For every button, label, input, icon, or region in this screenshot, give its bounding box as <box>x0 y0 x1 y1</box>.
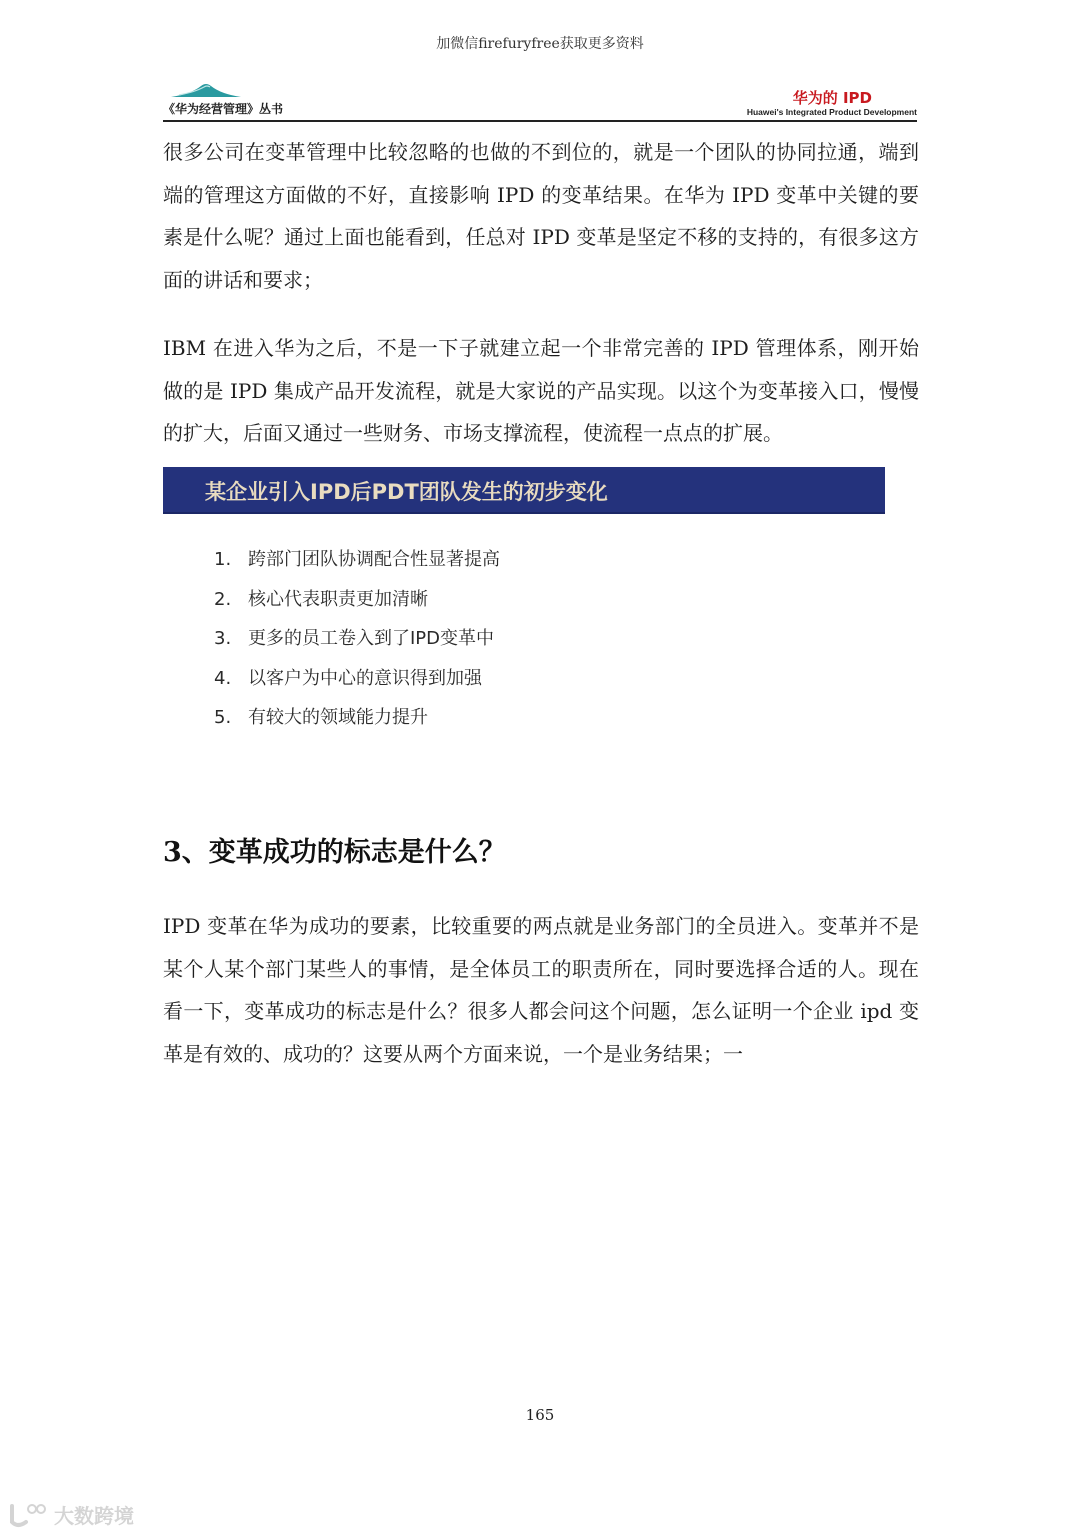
list-item-number: 3. <box>214 628 232 649</box>
brand-title: 华为的 IPD <box>792 89 872 107</box>
list-item-text: 跨部门团队协调配合性显著提高 <box>248 549 500 570</box>
list-item-text: 以客户为中心的意识得到加强 <box>248 667 482 689</box>
list-item <box>214 540 500 580</box>
list-item <box>214 659 500 699</box>
figure-banner-title: 某企业引入IPD后PDT团队发生的初步变化 <box>205 480 608 504</box>
paragraph-1: 很多公司在变革管理中比较忽略的也做的不到位的，就是一个团队的协同拉通，端到端的管理这方面做的不好，直接影响 IPD 的变革结果。在华为 IPD 变革中关键的要素是什么呢？通过上面也能看到，任总对 IPD 变革是坚定不移的支持的，有很多这方面的讲话和要求； <box>163 140 919 292</box>
list-item <box>214 698 500 738</box>
brand-block <box>747 89 917 117</box>
list-item-text: 更多的员工卷入到了IPD变革中 <box>248 628 495 649</box>
figure-banner <box>163 467 885 514</box>
mountain-logo-icon <box>171 80 241 98</box>
list-item-number: 4. <box>214 667 232 689</box>
section-heading: 3、变革成功的标志是什么？ <box>163 837 506 868</box>
corner-watermark <box>8 1500 134 1529</box>
list-item-text: 有较大的领域能力提升 <box>248 707 428 728</box>
change-list <box>214 540 500 738</box>
list-item-number: 5. <box>214 707 232 728</box>
list-item <box>214 580 500 620</box>
list-item <box>214 619 500 659</box>
paragraph-3: IPD 变革在华为成功的要素，比较重要的两点就是业务部门的全员进入。变革并不是某个人某个部门某些人的事情，是全体员工的职责所在，同时要选择合适的人。现在看一下，变革成功的标志是什么？很多人都会问这个问题，怎么证明一个企业 ipd 变革是有效的、成功的？这要从两个方面来说，一个是业务结果；一 <box>163 914 919 1066</box>
list-item-number: 2. <box>214 588 232 610</box>
corner-watermark-text: 大数跨境 <box>54 1504 134 1528</box>
list-item-number: 1. <box>214 549 232 570</box>
page-number: 165 <box>525 1406 555 1424</box>
dashu-logo-icon <box>8 1502 48 1528</box>
series-title: 《华为经营管理》丛书 <box>163 102 284 116</box>
list-item-text: 核心代表职责更加清晰 <box>248 588 428 610</box>
brand-subtitle: Huawei's Integrated Product Development <box>746 107 917 117</box>
page-header <box>163 78 917 122</box>
top-watermark: 加微信firefuryfree获取更多资料 <box>436 36 644 52</box>
paragraph-2: IBM 在进入华为之后，不是一下子就建立起一个非常完善的 IPD 管理体系，刚开始做的是 IPD 集成产品开发流程，就是大家说的产品实现。以这个为变革接入口，慢慢的扩大，后面又通过一些财务、市场支撑流程，使流程一点点的扩展。 <box>163 336 919 445</box>
